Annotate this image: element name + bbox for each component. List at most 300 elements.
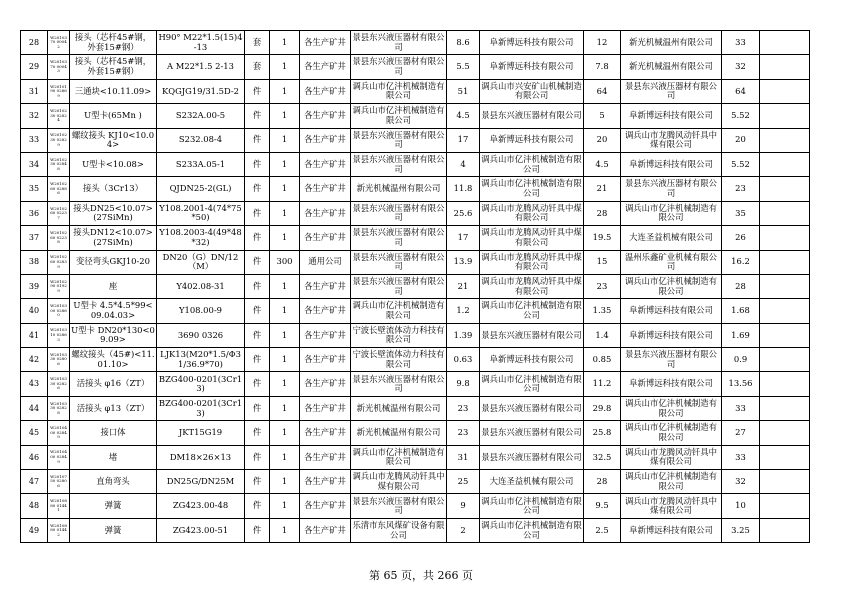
- supplier-2-cell: 阜新博远科技有限公司: [480, 128, 584, 152]
- item-name-cell: 螺纹接头（45#)<11.01.10>: [70, 348, 157, 372]
- price-3-cell: 32: [722, 55, 760, 79]
- supplier-1-cell: 调兵山市亿沣机械制造有限公司: [351, 104, 447, 128]
- price-2-cell: 20: [584, 128, 621, 152]
- supplier-2-cell: 景县东兴液压器材有限公司: [480, 104, 584, 128]
- supplier-3-cell: 调兵山市龙腾风动钎具中煤有限公司: [621, 445, 722, 469]
- model-spec-cell: A M22*1.5 2-13: [157, 55, 245, 79]
- model-spec-cell: DN20（G）DN/12（M）: [157, 250, 245, 274]
- table-row: [21, 323, 810, 347]
- price-2-cell: 64: [584, 79, 621, 103]
- unit-cell: 套: [245, 31, 270, 55]
- supplier-2-cell: 调兵山市亿沣机械制造有限公司: [480, 152, 584, 176]
- quantity-cell: 1: [270, 323, 300, 347]
- row-number-cell: 46: [21, 445, 48, 469]
- item-name-cell: U型卡(65Mn ): [70, 104, 157, 128]
- table-row: [21, 79, 810, 103]
- price-1-cell: 5.5: [447, 55, 480, 79]
- supplier-1-cell: 新光机械温州有限公司: [351, 421, 447, 445]
- row-number-cell: 49: [21, 518, 48, 542]
- price-1-cell: 2: [447, 518, 480, 542]
- price-3-cell: 33: [722, 396, 760, 420]
- price-1-cell: 4: [447, 152, 480, 176]
- price-1-cell: 4.5: [447, 104, 480, 128]
- supplier-3-cell: 景县东兴液压器材有限公司: [621, 177, 722, 201]
- supplier-2-cell: 调兵山市亿沣机械制造有限公司: [480, 494, 584, 518]
- model-spec-cell: ZG423.00-51: [157, 518, 245, 542]
- table-row: [21, 445, 810, 469]
- model-spec-cell: BZG400-0201(3Cr13): [157, 372, 245, 396]
- model-spec-cell: DN25G/DN25M: [157, 470, 245, 494]
- department-cell: 各生产矿井: [300, 518, 351, 542]
- model-spec-cell: DM18×26×13: [157, 445, 245, 469]
- item-name-cell: 直角弯头: [70, 470, 157, 494]
- price-3-cell: 64: [722, 79, 760, 103]
- quantity-cell: 1: [270, 226, 300, 250]
- unit-cell: 件: [245, 348, 270, 372]
- supplier-2-cell: 阜新博远科技有限公司: [480, 31, 584, 55]
- quantity-cell: 1: [270, 470, 300, 494]
- item-name-cell: 螺纹接头 KJ10<10.04>: [70, 128, 157, 152]
- blank-cell: [760, 348, 810, 372]
- model-spec-cell: Y108.2001-4(74*75*50): [157, 201, 245, 225]
- unit-cell: 件: [245, 445, 270, 469]
- supplier-2-cell: 景县东兴液压器材有限公司: [480, 421, 584, 445]
- supplier-1-cell: 调兵山市亿沣机械制造有限公司: [351, 299, 447, 323]
- price-3-cell: 1.69: [722, 323, 760, 347]
- price-2-cell: 28: [584, 470, 621, 494]
- supplier-2-cell: 调兵山市亿沣机械制造有限公司: [480, 372, 584, 396]
- price-3-cell: 10: [722, 494, 760, 518]
- price-3-cell: 13.56: [722, 372, 760, 396]
- supplier-1-cell: 景县东兴液压器材有限公司: [351, 152, 447, 176]
- price-1-cell: 8.6: [447, 31, 480, 55]
- material-code-cell: W2010880 01441: [48, 494, 70, 518]
- blank-cell: [760, 396, 810, 420]
- unit-cell: 件: [245, 323, 270, 347]
- item-name-cell: 座: [70, 274, 157, 298]
- model-spec-cell: JKT15G19: [157, 421, 245, 445]
- supplier-3-cell: 新光机械温州有限公司: [621, 55, 722, 79]
- price-3-cell: 35: [722, 201, 760, 225]
- price-3-cell: 32: [722, 470, 760, 494]
- supplier-3-cell: 阜新博远科技有限公司: [621, 518, 722, 542]
- supplier-2-cell: 调兵山市亿沣机械制造有限公司: [480, 177, 584, 201]
- supplier-1-cell: 景县东兴液压器材有限公司: [351, 494, 447, 518]
- quantity-cell: 1: [270, 201, 300, 225]
- price-3-cell: 28: [722, 274, 760, 298]
- price-1-cell: 31: [447, 445, 480, 469]
- supplier-1-cell: 景县东兴液压器材有限公司: [351, 226, 447, 250]
- material-code-cell: W2010330 02828: [48, 396, 70, 420]
- row-number-cell: 28: [21, 31, 48, 55]
- price-1-cell: 9.8: [447, 372, 480, 396]
- supplier-2-cell: 调兵山市亿沣机械制造有限公司: [480, 518, 584, 542]
- price-2-cell: 4.5: [584, 152, 621, 176]
- price-2-cell: 21: [584, 177, 621, 201]
- material-code-cell: W2010370 00043: [48, 55, 70, 79]
- department-cell: 各生产矿井: [300, 494, 351, 518]
- item-name-cell: U型卡 DN20*130<09.09>: [70, 323, 157, 347]
- price-3-cell: 1.68: [722, 299, 760, 323]
- model-spec-cell: BZG400-0201(3Cr13): [157, 396, 245, 420]
- department-cell: 各生产矿井: [300, 55, 351, 79]
- row-number-cell: 31: [21, 79, 48, 103]
- material-code-cell: W2010260 02886: [48, 177, 70, 201]
- price-3-cell: 20: [722, 128, 760, 152]
- price-2-cell: 12: [584, 31, 621, 55]
- supplier-2-cell: 景县东兴液压器材有限公司: [480, 396, 584, 420]
- price-1-cell: 0.63: [447, 348, 480, 372]
- department-cell: 各生产矿井: [300, 470, 351, 494]
- price-1-cell: 51: [447, 79, 480, 103]
- department-cell: 各生产矿井: [300, 128, 351, 152]
- supplier-3-cell: 调兵山市亿沣机械制造有限公司: [621, 470, 722, 494]
- blank-cell: [760, 445, 810, 469]
- unit-cell: 件: [245, 274, 270, 298]
- unit-cell: 件: [245, 226, 270, 250]
- blank-cell: [760, 470, 810, 494]
- price-1-cell: 11.8: [447, 177, 480, 201]
- supplier-1-cell: 景县东兴液压器材有限公司: [351, 55, 447, 79]
- blank-cell: [760, 128, 810, 152]
- supplier-1-cell: 宁波长壁流体动力科技有限公司: [351, 348, 447, 372]
- model-spec-cell: Y108.2003-4(49*48*32): [157, 226, 245, 250]
- supplier-3-cell: 新光机械温州有限公司: [621, 31, 722, 55]
- price-2-cell: 15: [584, 250, 621, 274]
- price-2-cell: 0.85: [584, 348, 621, 372]
- quantity-cell: 1: [270, 396, 300, 420]
- supplier-3-cell: 调兵山市龙腾风动钎具中煤有限公司: [621, 494, 722, 518]
- blank-cell: [760, 226, 810, 250]
- material-code-cell: W2010400 02849: [48, 445, 70, 469]
- unit-cell: 件: [245, 518, 270, 542]
- price-2-cell: 2.5: [584, 518, 621, 542]
- price-3-cell: 0.9: [722, 348, 760, 372]
- item-name-cell: U型卡 4.5*4.5*99<09.04.03>: [70, 299, 157, 323]
- price-3-cell: 23: [722, 177, 760, 201]
- supplier-2-cell: 阜新博远科技有限公司: [480, 348, 584, 372]
- supplier-2-cell: 阜新博远科技有限公司: [480, 55, 584, 79]
- table-row: [21, 518, 810, 542]
- blank-cell: [760, 79, 810, 103]
- row-number-cell: 36: [21, 201, 48, 225]
- row-number-cell: 40: [21, 299, 48, 323]
- unit-cell: 件: [245, 104, 270, 128]
- material-code-cell: W2010230 02848: [48, 152, 70, 176]
- price-3-cell: 33: [722, 31, 760, 55]
- supplier-2-cell: 调兵山市兴安矿山机械制造有限公司: [480, 79, 584, 103]
- price-1-cell: 9: [447, 494, 480, 518]
- supplier-3-cell: 调兵山市亿沣机械制造有限公司: [621, 201, 722, 225]
- item-name-cell: 接头（3Cr13）: [70, 177, 157, 201]
- price-3-cell: 26: [722, 226, 760, 250]
- table-row: [21, 31, 810, 55]
- supplier-1-cell: 乐清市东风煤矿设备有限公司: [351, 518, 447, 542]
- table-row: [21, 348, 810, 372]
- unit-cell: 件: [245, 299, 270, 323]
- model-spec-cell: KQGJG19/31.5D-2: [157, 79, 245, 103]
- model-spec-cell: Y402.08-31: [157, 274, 245, 298]
- price-1-cell: 17: [447, 128, 480, 152]
- material-code-cell: W2010230 02824: [48, 104, 70, 128]
- table-row: [21, 104, 810, 128]
- price-1-cell: 23: [447, 396, 480, 420]
- supplier-3-cell: 阜新博远科技有限公司: [621, 372, 722, 396]
- blank-cell: [760, 177, 810, 201]
- quantity-cell: 1: [270, 104, 300, 128]
- row-number-cell: 33: [21, 128, 48, 152]
- department-cell: 通用公司: [300, 250, 351, 274]
- price-1-cell: 25: [447, 470, 480, 494]
- item-name-cell: 活接头 φ16（ZT）: [70, 372, 157, 396]
- supplier-2-cell: 景县东兴液压器材有限公司: [480, 323, 584, 347]
- supplier-2-cell: 调兵山市龙腾风动钎具中煤有限公司: [480, 250, 584, 274]
- supplier-3-cell: 调兵山市亿沣机械制造有限公司: [621, 396, 722, 420]
- supplier-1-cell: 景县东兴液压器材有限公司: [351, 128, 447, 152]
- table-row: [21, 177, 810, 201]
- supplier-1-cell: 调兵山市龙腾风动钎具中煤有限公司: [351, 470, 447, 494]
- item-name-cell: 接头DN25<10.07>(27SiMn): [70, 201, 157, 225]
- item-name-cell: 接口体: [70, 421, 157, 445]
- quantity-cell: 1: [270, 348, 300, 372]
- row-number-cell: 34: [21, 152, 48, 176]
- row-number-cell: 47: [21, 470, 48, 494]
- supplier-3-cell: 温州乐鑫矿业机械有限公司: [621, 250, 722, 274]
- blank-cell: [760, 299, 810, 323]
- unit-cell: 件: [245, 494, 270, 518]
- material-code-cell: W2010750 02806: [48, 470, 70, 494]
- item-name-cell: 接头（芯杆45#钢，外套15#钢）: [70, 31, 157, 55]
- unit-cell: 套: [245, 55, 270, 79]
- row-number-cell: 42: [21, 348, 48, 372]
- supplier-3-cell: 阜新博远科技有限公司: [621, 323, 722, 347]
- row-number-cell: 39: [21, 274, 48, 298]
- price-1-cell: 1.2: [447, 299, 480, 323]
- price-1-cell: 17: [447, 226, 480, 250]
- table-row: [21, 152, 810, 176]
- page-footer: 第 65 页，共 266 页: [369, 569, 473, 582]
- department-cell: 各生产矿井: [300, 226, 351, 250]
- quantity-cell: 1: [270, 494, 300, 518]
- material-code-cell: W2010260 02237: [48, 201, 70, 225]
- item-name-cell: 三通块<10.11.09>: [70, 79, 157, 103]
- table-row: [21, 274, 810, 298]
- quantity-cell: 300: [270, 250, 300, 274]
- price-2-cell: 9.5: [584, 494, 621, 518]
- blank-cell: [760, 323, 810, 347]
- blank-cell: [760, 518, 810, 542]
- price-2-cell: 28: [584, 201, 621, 225]
- blank-cell: [760, 274, 810, 298]
- quantity-cell: 1: [270, 518, 300, 542]
- row-number-cell: 45: [21, 421, 48, 445]
- model-spec-cell: QJDN25-2(GL): [157, 177, 245, 201]
- price-2-cell: 23: [584, 274, 621, 298]
- blank-cell: [760, 104, 810, 128]
- department-cell: 各生产矿井: [300, 421, 351, 445]
- material-code-cell: W2010290 01929: [48, 274, 70, 298]
- supplier-2-cell: 大连圣益机械有限公司: [480, 470, 584, 494]
- row-number-cell: 38: [21, 250, 48, 274]
- table-row: [21, 226, 810, 250]
- row-number-cell: 43: [21, 372, 48, 396]
- unit-cell: 件: [245, 250, 270, 274]
- unit-cell: 件: [245, 421, 270, 445]
- table-body: [21, 31, 810, 543]
- department-cell: 各生产矿井: [300, 348, 351, 372]
- blank-cell: [760, 201, 810, 225]
- blank-cell: [760, 421, 810, 445]
- table-row: [21, 494, 810, 518]
- supplier-1-cell: 景县东兴液压器材有限公司: [351, 201, 447, 225]
- supplier-1-cell: 新光机械温州有限公司: [351, 177, 447, 201]
- quantity-cell: 1: [270, 152, 300, 176]
- department-cell: 各生产矿井: [300, 274, 351, 298]
- unit-cell: 件: [245, 79, 270, 103]
- table-row: [21, 250, 810, 274]
- supplier-1-cell: 景县东兴液压器材有限公司: [351, 250, 447, 274]
- price-2-cell: 29.8: [584, 396, 621, 420]
- blank-cell: [760, 31, 810, 55]
- model-spec-cell: Y108.00-9: [157, 299, 245, 323]
- supplier-3-cell: 大连圣益机械有限公司: [621, 226, 722, 250]
- row-number-cell: 29: [21, 55, 48, 79]
- price-3-cell: 16.2: [722, 250, 760, 274]
- item-name-cell: 堵: [70, 445, 157, 469]
- price-1-cell: 21: [447, 274, 480, 298]
- supplier-1-cell: 调兵山市亿沣机械制造有限公司: [351, 79, 447, 103]
- table-row: [21, 201, 810, 225]
- department-cell: 各生产矿井: [300, 445, 351, 469]
- price-3-cell: 3.25: [722, 518, 760, 542]
- quantity-cell: 1: [270, 421, 300, 445]
- quantity-cell: 1: [270, 177, 300, 201]
- price-1-cell: 1.39: [447, 323, 480, 347]
- supplier-1-cell: 调兵山市亿沣机械制造有限公司: [351, 445, 447, 469]
- model-spec-cell: S232.08-4: [157, 128, 245, 152]
- price-3-cell: 5.52: [722, 152, 760, 176]
- price-2-cell: 25.8: [584, 421, 621, 445]
- supplier-2-cell: 调兵山市龙腾风动钎具中煤有限公司: [480, 226, 584, 250]
- department-cell: 各生产矿井: [300, 152, 351, 176]
- department-cell: 各生产矿井: [300, 177, 351, 201]
- department-cell: 各生产矿井: [300, 201, 351, 225]
- department-cell: 各生产矿井: [300, 396, 351, 420]
- department-cell: 各生产矿井: [300, 372, 351, 396]
- department-cell: 各生产矿井: [300, 79, 351, 103]
- supplier-2-cell: 调兵山市亿沣机械制造有限公司: [480, 299, 584, 323]
- price-2-cell: 1.35: [584, 299, 621, 323]
- table-row: [21, 470, 810, 494]
- department-cell: 各生产矿井: [300, 323, 351, 347]
- supplier-3-cell: 调兵山市龙腾风动钎具中煤有限公司: [621, 128, 722, 152]
- material-code-cell: W2010260 02839: [48, 250, 70, 274]
- table-row: [21, 421, 810, 445]
- table-row: [21, 128, 810, 152]
- quantity-cell: 1: [270, 299, 300, 323]
- material-code-cell: W2010190 02869: [48, 79, 70, 103]
- material-code-cell: W2010330 02806: [48, 348, 70, 372]
- unit-cell: 件: [245, 177, 270, 201]
- price-2-cell: 7.8: [584, 55, 621, 79]
- material-code-cell: W2010310 02863: [48, 323, 70, 347]
- quantity-cell: 1: [270, 445, 300, 469]
- blank-cell: [760, 372, 810, 396]
- table-row: [21, 372, 810, 396]
- blank-cell: [760, 494, 810, 518]
- table-row: [21, 55, 810, 79]
- material-code-cell: W2010400 02849: [48, 421, 70, 445]
- blank-cell: [760, 250, 810, 274]
- unit-cell: 件: [245, 396, 270, 420]
- quantity-cell: 1: [270, 372, 300, 396]
- material-code-cell: W2010880 01442: [48, 518, 70, 542]
- blank-cell: [760, 55, 810, 79]
- blank-cell: [760, 152, 810, 176]
- row-number-cell: 44: [21, 396, 48, 420]
- quantity-cell: 1: [270, 274, 300, 298]
- procurement-table: [20, 30, 810, 543]
- row-number-cell: 37: [21, 226, 48, 250]
- item-name-cell: 变径弯头GKJ10-20: [70, 250, 157, 274]
- supplier-1-cell: 景县东兴液压器材有限公司: [351, 274, 447, 298]
- department-cell: 各生产矿井: [300, 299, 351, 323]
- supplier-2-cell: 调兵山市龙腾风动钎具中煤有限公司: [480, 274, 584, 298]
- quantity-cell: 1: [270, 79, 300, 103]
- supplier-1-cell: 新光机械温州有限公司: [351, 396, 447, 420]
- model-spec-cell: LJK13(M20*1.5/Φ31/36.9*70): [157, 348, 245, 372]
- table-row: [21, 396, 810, 420]
- quantity-cell: 1: [270, 128, 300, 152]
- model-spec-cell: ZG423.00-48: [157, 494, 245, 518]
- supplier-3-cell: 调兵山市亿沣机械制造有限公司: [621, 421, 722, 445]
- price-2-cell: 1.4: [584, 323, 621, 347]
- unit-cell: 件: [245, 372, 270, 396]
- material-code-cell: W2010300 02860: [48, 299, 70, 323]
- supplier-2-cell: 景县东兴液压器材有限公司: [480, 445, 584, 469]
- unit-cell: 件: [245, 152, 270, 176]
- department-cell: 各生产矿井: [300, 104, 351, 128]
- item-name-cell: 接头（芯杆45#钢，外套15#钢）: [70, 55, 157, 79]
- supplier-3-cell: 景县东兴液压器材有限公司: [621, 79, 722, 103]
- unit-cell: 件: [245, 470, 270, 494]
- quantity-cell: 1: [270, 55, 300, 79]
- supplier-2-cell: 调兵山市龙腾风动钎具中煤有限公司: [480, 201, 584, 225]
- model-spec-cell: S232A.00-5: [157, 104, 245, 128]
- unit-cell: 件: [245, 128, 270, 152]
- item-name-cell: 弹簧: [70, 518, 157, 542]
- supplier-3-cell: 景县东兴液压器材有限公司: [621, 348, 722, 372]
- material-code-cell: W2010330 02826: [48, 372, 70, 396]
- row-number-cell: 41: [21, 323, 48, 347]
- supplier-3-cell: 阜新博远科技有限公司: [621, 299, 722, 323]
- supplier-1-cell: 宁波长壁流体动力科技有限公司: [351, 323, 447, 347]
- material-code-cell: W2010230 02829: [48, 128, 70, 152]
- material-code-cell: W2010260 02238: [48, 226, 70, 250]
- row-number-cell: 35: [21, 177, 48, 201]
- supplier-1-cell: 景县东兴液压器材有限公司: [351, 372, 447, 396]
- row-number-cell: 48: [21, 494, 48, 518]
- price-2-cell: 32.5: [584, 445, 621, 469]
- row-number-cell: 32: [21, 104, 48, 128]
- price-1-cell: 23: [447, 421, 480, 445]
- model-spec-cell: 3690 0326: [157, 323, 245, 347]
- price-2-cell: 11.2: [584, 372, 621, 396]
- model-spec-cell: S233A.05-1: [157, 152, 245, 176]
- price-2-cell: 5: [584, 104, 621, 128]
- item-name-cell: 活接头 φ13（ZT）: [70, 396, 157, 420]
- supplier-3-cell: 阜新博远科技有限公司: [621, 104, 722, 128]
